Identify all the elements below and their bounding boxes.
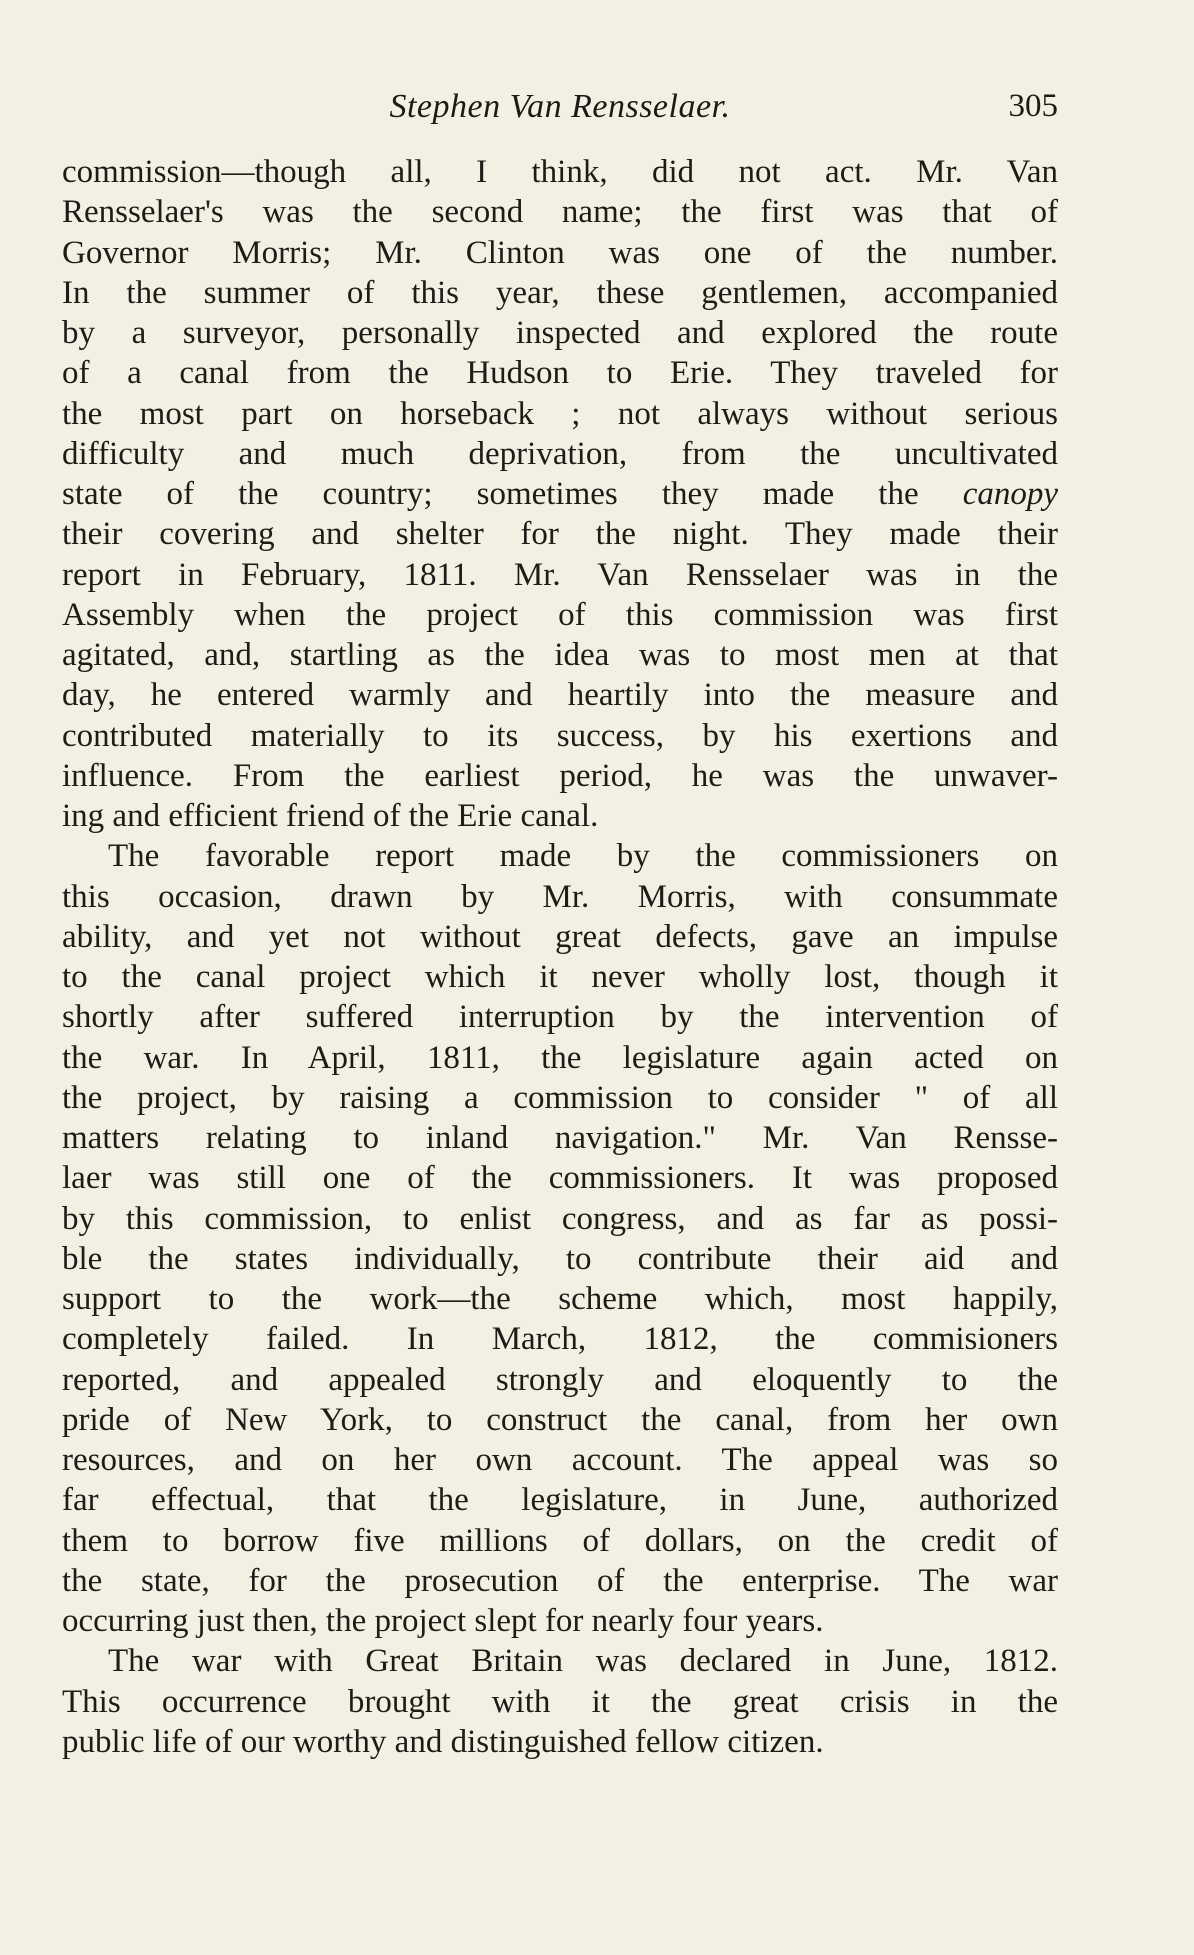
running-head	[62, 88, 1058, 130]
text-line: The favorable report made by the commissioners on	[108, 838, 1058, 875]
text-line: The war with Great Britain was declared in June, 1812.	[108, 1643, 1058, 1680]
text-line: to the canal project which it never wholly lost, though it	[62, 959, 1058, 995]
text-line: ability, and yet not without great defects, gave an impulse	[62, 918, 1058, 955]
text-line: Rensselaer's was the second name; the first was that of	[62, 194, 1058, 231]
text-line: day, he entered warmly and heartily into the measure and	[62, 677, 1058, 714]
text-line: contributed materially to its success, by his exertions and	[62, 717, 1058, 754]
text-line: ble the states individually, to contribute their aid and	[62, 1240, 1058, 1277]
text-line-segment: state of the country; sometimes they made the	[62, 476, 963, 512]
text-line: of a canal from the Hudson to Erie. They traveled for	[62, 355, 1058, 392]
text-line: occurring just then, the project slept for nearly four years.	[62, 1603, 824, 1639]
text-line: by a surveyor, personally inspected and explored the route	[62, 315, 1058, 351]
text-line: influence. From the earliest period, he was the unwaver-	[62, 757, 1058, 794]
page-number: 305	[1008, 88, 1058, 124]
italic-word: canopy	[962, 476, 1058, 512]
text-line	[62, 474, 1058, 514]
text-line: Governor Morris; Mr. Clinton was one of the number.	[62, 234, 1058, 271]
text-line: agitated, and, startling as the idea was to most men at that	[62, 637, 1058, 673]
text-line: Assembly when the project of this commission was first	[62, 596, 1058, 633]
text-line: report in February, 1811. Mr. Van Rensselaer was in the	[62, 556, 1058, 593]
text-line: commission—though all, I think, did not act. Mr. Van	[62, 154, 1058, 190]
text-line: the war. In April, 1811, the legislature again acted on	[62, 1039, 1058, 1076]
text-line: ing and efficient friend of the Erie canal.	[62, 798, 599, 834]
text-line: pride of New York, to construct the canal, from her own	[62, 1401, 1058, 1438]
text-line: completely failed. In March, 1812, the commisioners	[62, 1321, 1058, 1358]
text-line: the most part on horseback ; not always without serious	[62, 395, 1058, 432]
text-line: This occurrence brought with it the great crisis in the	[62, 1683, 1058, 1720]
text-line: shortly after suffered interruption by the intervention of	[62, 999, 1058, 1036]
text-line: support to the work—the scheme which, most happily,	[62, 1281, 1058, 1317]
text-line: the state, for the prosecution of the enterprise. The war	[62, 1562, 1058, 1599]
text-line: laer was still one of the commissioners. It was proposed	[62, 1160, 1058, 1197]
text-line: In the summer of this year, these gentlemen, accompanied	[62, 274, 1058, 311]
text-line: them to borrow five millions of dollars, on the credit of	[62, 1522, 1058, 1559]
text-line: matters relating to inland navigation." Mr. Van Rensse-	[62, 1120, 1058, 1156]
running-title: Stephen Van Rensselaer.	[389, 88, 731, 125]
text-line: resources, and on her own account. The appeal was so	[62, 1442, 1058, 1478]
text-line: their covering and shelter for the night. They made their	[62, 516, 1058, 553]
text-line: difficulty and much deprivation, from the uncultivated	[62, 435, 1058, 472]
text-line: reported, and appealed strongly and eloquently to the	[62, 1361, 1058, 1398]
body-text	[62, 152, 1058, 1762]
text-line: far effectual, that the legislature, in June, authorized	[62, 1482, 1058, 1519]
text-line: by this commission, to enlist congress, and as far as possi-	[62, 1200, 1058, 1237]
text-line: public life of our worthy and distinguished fellow citizen.	[62, 1723, 824, 1760]
text-line: this occasion, drawn by Mr. Morris, with consummate	[62, 878, 1058, 915]
text-line: the project, by raising a commission to consider " of all	[62, 1079, 1058, 1116]
